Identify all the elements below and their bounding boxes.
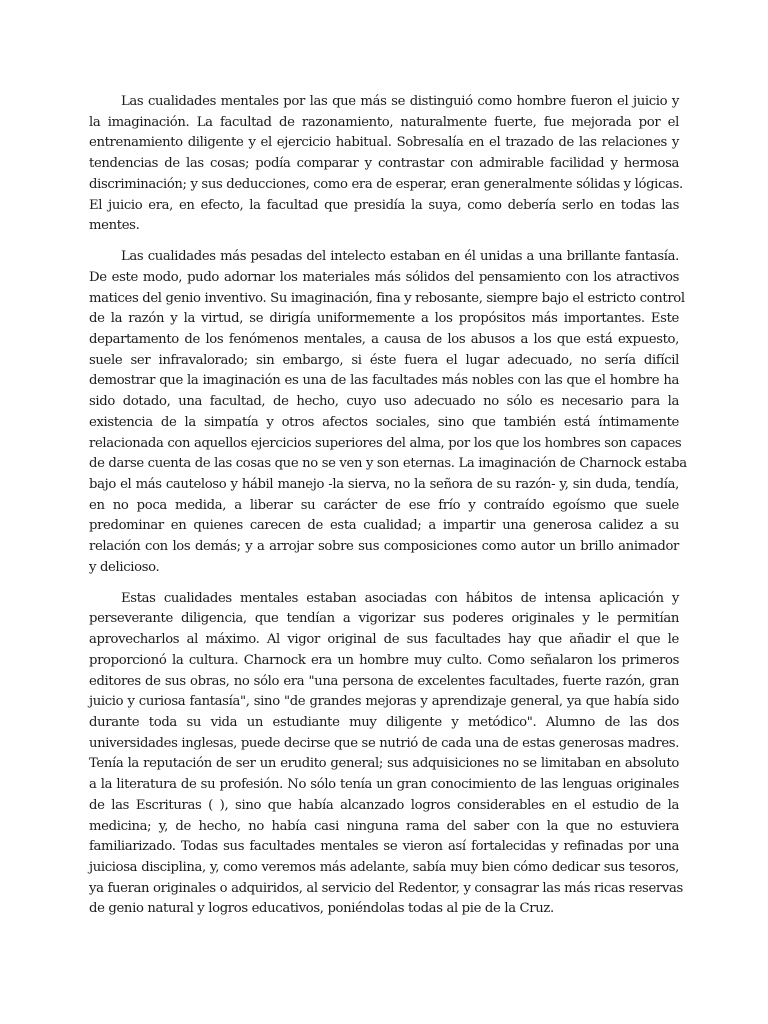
text-line: entrenamiento diligente y el ejercicio habitual. Sobresalía en el trazado de las relaciones y xyxy=(89,135,679,151)
text-line: universidades inglesas, puede decirse que se nutrió de cada una de estas generosas madres. xyxy=(89,735,680,751)
text-line: Estas cualidades mentales estaban asociadas con hábitos de intensa aplicación y xyxy=(121,590,679,606)
text-line: relacionada con aquellos ejercicios superiores del alma, por los que los hombres son capaces xyxy=(89,435,682,451)
text-line: durante toda su vida un estudiante muy diligente y metódico". Alumno de las dos xyxy=(89,714,679,730)
text-line: y delicioso. xyxy=(89,559,160,575)
text-line: sido dotado, una facultad, de hecho, cuyo uso adecuado no sólo es necesario para la xyxy=(89,394,679,410)
text-line: predominar en quienes carecen de esta cualidad; a impartir una generosa calidez a su xyxy=(89,518,679,534)
text-line: El juicio era, en efecto, la facultad que presidía la suya, como debería serlo en todas las xyxy=(89,197,679,213)
text-line: editores de sus obras, no sólo era "una persona de excelentes facultades, fuerte razón, gran xyxy=(89,673,679,689)
text-line: existencia de la simpatía y otros afectos sociales, sino que también está íntimamente xyxy=(89,414,679,430)
text-line: tendencias de las cosas; podía comparar y contrastar con admirable facilidad y hermosa xyxy=(89,156,679,172)
text-line: relación con los demás; y a arrojar sobre sus composiciones como autor un brillo animador xyxy=(89,539,679,555)
paragraph-2 xyxy=(89,247,687,578)
body-text xyxy=(89,92,687,930)
text-line: ya fueran originales o adquiridos, al servicio del Redentor, y consagrar las más ricas reservas xyxy=(89,880,683,896)
paragraph-1 xyxy=(89,92,683,237)
text-line: suele ser infravalorado; sin embargo, si éste fuera el lugar adecuado, no sería difícil xyxy=(89,352,679,368)
text-line: perseverante diligencia, que tendían a vigorizar sus poderes originales y le permitían xyxy=(89,611,679,627)
paragraph-3 xyxy=(89,589,683,920)
text-line: en no poca medida, a liberar su carácter de ese frío y contraído egoísmo que suele xyxy=(89,497,679,513)
text-line: familiarizado. Todas sus facultades mentales se vieron así fortalecidas y refinadas por una xyxy=(89,839,679,855)
text-line: matices del genio inventivo. Su imaginación, fina y rebosante, siempre bajo el estricto control xyxy=(89,290,685,306)
text-line: de genio natural y logros educativos, poniéndolas todas al pie de la Cruz. xyxy=(89,901,554,917)
text-line: Tenía la reputación de ser un erudito general; sus adquisiciones no se limitaban en absoluto xyxy=(89,756,679,772)
text-line: juiciosa disciplina, y, como veremos más adelante, sabía muy bien cómo dedicar sus tesoros, xyxy=(89,859,679,875)
text-line: discriminación; y sus deducciones, como era de esperar, eran generalmente sólidas y lógicas. xyxy=(89,176,683,192)
text-line: a la literatura de su profesión. No sólo tenía un gran conocimiento de las lenguas originales xyxy=(89,777,679,793)
text-line: Las cualidades más pesadas del intelecto estaban en él unidas a una brillante fantasía. xyxy=(121,249,679,265)
text-line: bajo el más cauteloso y hábil manejo -la sierva, no la señora de su razón- y, sin duda, tendía, xyxy=(89,476,679,492)
text-line: de la razón y la virtud, se dirigía uniformemente a los propósitos más importantes. Este xyxy=(89,311,679,327)
text-line: departamento de los fenómenos mentales, a causa de los abusos a los que está expuesto, xyxy=(89,332,679,348)
text-line: proporcionó la cultura. Charnock era un hombre muy culto. Como señalaron los primeros xyxy=(89,652,679,668)
text-line: la imaginación. La facultad de razonamiento, naturalmente fuerte, fue mejorada por el xyxy=(89,114,679,130)
text-line: demostrar que la imaginación es una de las facultades más nobles con las que el hombre ha xyxy=(89,373,679,389)
text-line: Las cualidades mentales por las que más se distinguió como hombre fueron el juicio y xyxy=(121,94,679,109)
text-line: de darse cuenta de las cosas que no se ven y son eternas. La imaginación de Charnock estaba xyxy=(89,456,687,472)
text-line: mentes. xyxy=(89,218,140,234)
text-line: medicina; y, de hecho, no había casi ninguna rama del saber con la que no estuviera xyxy=(89,818,679,834)
text-line: De este modo, pudo adornar los materiales más sólidos del pensamiento con los atractivos xyxy=(89,269,679,285)
text-line: aprovecharlos al máximo. Al vigor original de sus facultades hay que añadir el que le xyxy=(89,632,679,648)
text-line: juicio y curiosa fantasía", sino "de grandes mejoras y aprendizaje general, ya que había sido xyxy=(89,694,679,710)
text-line: de las Escrituras ( ), sino que había alcanzado logros considerables en el estudio de la xyxy=(89,797,679,813)
